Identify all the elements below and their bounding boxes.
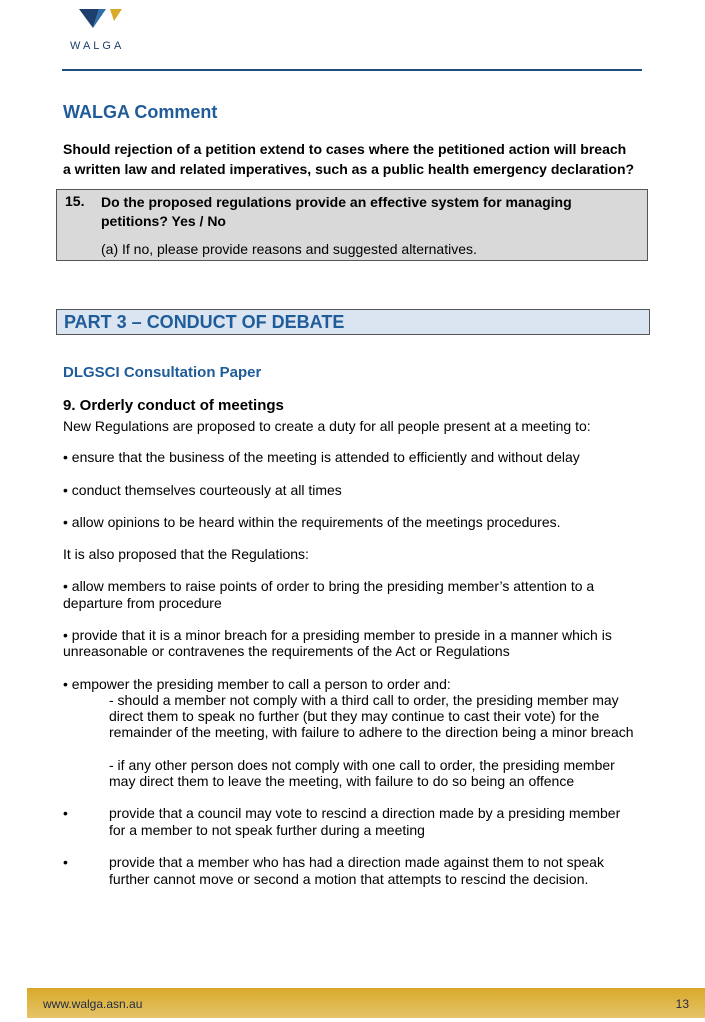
section-heading: 9. Orderly conduct of meetings	[63, 397, 284, 414]
bullet-item-cont: unreasonable or contravenes the requirements of the Act or Regulations	[63, 643, 510, 659]
question-subtext: (a) If no, please provide reasons and suggested alternatives.	[101, 241, 477, 257]
paragraph-intro: It is also proposed that the Regulations:	[63, 546, 309, 562]
page-footer	[27, 988, 705, 1018]
bullet-item-cont: further cannot move or second a motion that attempts to rescind the decision.	[109, 871, 589, 887]
walga-comment-heading: WALGA Comment	[63, 102, 218, 122]
bullet-item: provide that a council may vote to rescind a direction made by a presiding member	[109, 805, 621, 821]
consultation-heading: DLGSCI Consultation Paper	[63, 364, 262, 381]
walga-comment-question	[63, 139, 653, 179]
paragraph-intro: New Regulations are proposed to create a duty for all people present at a meeting to:	[63, 418, 591, 434]
question-line: a written law and related imperatives, such as a public health emergency declaration?	[63, 161, 635, 177]
bullet-item: • allow members to raise points of order to bring the presiding member’s attention to a	[63, 578, 595, 594]
question-line: Should rejection of a petition extend to cases where the petitioned action will breach	[63, 141, 627, 157]
sub-item-cont: may direct them to leave the meeting, with failure to do so being an offence	[109, 773, 575, 789]
bullet-item: • provide that it is a minor breach for a presiding member to preside in a manner which is	[63, 627, 612, 643]
question-number: 15.	[65, 193, 85, 209]
sub-item: - if any other person does not comply with one call to order, the presiding member	[109, 757, 615, 773]
bullet-item: • allow opinions to be heard within the requirements of the meetings procedures.	[63, 514, 561, 530]
bullet-item: • empower the presiding member to call a person to order and:	[63, 676, 451, 692]
sub-item-cont: remainder of the meeting, with failure to adhere to the direction being a minor breach	[109, 724, 634, 740]
question-15-box	[56, 189, 648, 261]
bullet-marker: •	[63, 854, 68, 870]
bullet-item-cont: departure from procedure	[63, 595, 222, 611]
footer-url: www.walga.asn.au	[43, 997, 143, 1011]
header-divider	[62, 69, 642, 71]
bullet-item: • conduct themselves courteously at all times	[63, 482, 342, 498]
question-line: Do the proposed regulations provide an effective system for managing	[101, 194, 572, 210]
sub-item: - should a member not comply with a third call to order, the presiding member may	[109, 692, 619, 708]
page-number: 13	[675, 997, 689, 1011]
part-title: PART 3 – CONDUCT OF DEBATE	[64, 312, 345, 332]
sub-item-cont: direct them to speak no further (but they may continue to cast their vote) for the	[109, 708, 600, 724]
bullet-item-cont: for a member to not speak further during a meeting	[109, 822, 425, 838]
question-line: petitions? Yes / No	[101, 213, 226, 229]
logo-text: WALGA	[70, 40, 125, 52]
bullet-item: provide that a member who has had a direction made against them to not speak	[109, 854, 604, 870]
bullet-marker: •	[63, 805, 68, 821]
part-3-banner	[56, 309, 650, 335]
question-text	[101, 193, 621, 231]
bullet-item: • ensure that the business of the meeting is attended to efficiently and without delay	[63, 449, 580, 465]
